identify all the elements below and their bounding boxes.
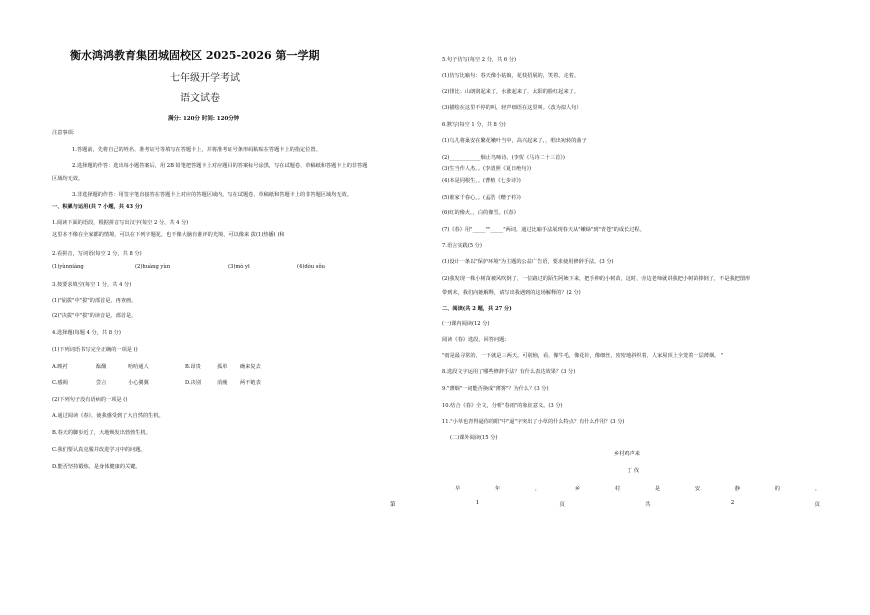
option: C.我们要认真克服并改进学习中的问题。 bbox=[52, 447, 146, 453]
question-4-2: (2)下列句子没有语病的一项是 () bbox=[52, 397, 128, 403]
notice-item: 1.答题前，先将自己的姓名、准考证号等填写在答题卡上，并将准考证号条形码粘贴在答题卡上的指定位置。 bbox=[72, 147, 321, 153]
option: 哈哈通人 bbox=[128, 364, 149, 370]
question-6: 6.默写(每空 1 分，共 8 分) bbox=[442, 122, 506, 128]
option: A.通过阅读《春》，使我感受到了大自然的生机。 bbox=[52, 413, 164, 419]
question-1-text: 这里本不像在全家都的情境，可以在下列字题花，也不像大脑有谁评的光境，可以像来 拔(1)热播( )和 bbox=[52, 232, 285, 238]
question-5-item: (3)描绘在这里不停的叫，轻声细语在这里叫。（改为拟人句） bbox=[442, 105, 582, 111]
section-2b-heading: (二)课外阅读(15 分) bbox=[450, 435, 498, 441]
footer-total-pages: 2 bbox=[730, 500, 735, 506]
essay-char: 早 bbox=[455, 486, 461, 492]
question-7-1: (1)设计一条以"保护环境"为主题的公益广告语，要求使用修辞手法。(3 分) bbox=[442, 259, 614, 265]
option: 两不链表 bbox=[240, 380, 261, 386]
option: B.春天的脚步近了，大地焕发出勃勃生机。 bbox=[52, 430, 151, 436]
essay-author: 丁 伐 bbox=[627, 468, 640, 474]
notice-item: 2.选择题的作答：选出每小题答案后，用 2B 铅笔把答题卡上对应题目的答案标号涂黑，写在试题卷、草稿纸和答题卡上的非答题 bbox=[72, 163, 368, 169]
question-6-item: (5)谁家千春心，。(孟浩《赠子衿》) bbox=[442, 195, 521, 201]
exam-title: 七年级开学考试 bbox=[170, 73, 240, 84]
footer-page-number: 1 bbox=[475, 500, 480, 506]
option: 尝言 bbox=[96, 380, 107, 386]
question-6-item: (6)红的像火，，白的像雪。(《春》 bbox=[442, 210, 519, 216]
question-8: 8.选段文字运用了哪些修辞手法？有什么表达效果？(3 分) bbox=[442, 369, 576, 375]
question-4-1: (1)下列词语书写完全正确的一项是 () bbox=[52, 347, 138, 353]
option: B.昂贵 bbox=[185, 364, 201, 370]
essay-char: 安 bbox=[694, 486, 701, 492]
footer-text: 页 bbox=[814, 502, 820, 508]
option: D.决别 bbox=[185, 380, 201, 386]
exam-meta: 满分: 120分 时间: 120分钟 bbox=[168, 116, 240, 122]
option: D.能否坚持锻炼，是身体健康的关键。 bbox=[52, 464, 141, 470]
option: (4)dòu sǒu bbox=[297, 264, 325, 270]
essay-char: ， bbox=[534, 486, 541, 492]
essay-title: 乡村鸡声来 bbox=[614, 451, 640, 457]
question-7-2b: 带到末，我们向她解释，请写出我遇到的这场解释的？(2 分) bbox=[442, 290, 581, 296]
footer-text: 页 bbox=[559, 502, 565, 508]
question-7: 7.语言实践(5 分) bbox=[442, 243, 482, 249]
section-2a-heading: (一)课内阅读(12 分) bbox=[442, 321, 490, 327]
school-title: 衡水鸿鸿教育集团城固校区 2025-2026 第一学期 bbox=[70, 49, 320, 62]
question-5: 5.句子仿写(每空 2 分，共 6 分) bbox=[442, 57, 517, 63]
option: A.映衬 bbox=[52, 364, 68, 370]
question-9: 9."薄烟"一词能否换成"薄雾"？为什么？(3 分) bbox=[442, 386, 549, 392]
subject-title: 语文试卷 bbox=[180, 93, 220, 104]
option: (2)huàng yùn bbox=[135, 264, 171, 270]
question-6-item: (3)生当作人杰，。(李清照《夏日绝句》) bbox=[442, 166, 532, 172]
option: (1)yùnniàng bbox=[52, 264, 84, 270]
option: 酝酿 bbox=[96, 364, 107, 370]
page-footer bbox=[390, 500, 820, 508]
question-6-7: (7)《春》用"_____""_____"两词，通过比喻手法展现春天从"嫩绿"到"青苍"的成长过程。 bbox=[442, 227, 645, 233]
option: C.感阁 bbox=[52, 380, 68, 386]
essay-char: 的 bbox=[774, 486, 780, 492]
question-4: 4.选择题(每题 4 分，共 8 分) bbox=[52, 330, 121, 336]
essay-char: 是 bbox=[654, 486, 661, 492]
question-3-b: (2)"决拔"中"拔"的读音是，部首是。 bbox=[52, 313, 137, 319]
option: 孤单 bbox=[217, 364, 228, 370]
option: 小心翼翼 bbox=[128, 380, 149, 386]
question-6-item: (2)____________烟止鸟啼诗。(李贺《马诗二十三首》) bbox=[442, 155, 565, 161]
question-6-item: (4)本是同根生，。(曹植《七步诗》) bbox=[442, 178, 521, 184]
footer-text: 第 bbox=[390, 502, 396, 508]
question-3: 3.按要求填空(每空 1 分，共 4 分) bbox=[52, 282, 132, 288]
question-5-item: (2)排比：山朗润起来了，水涨起来了，太阳的脸红起来了。 bbox=[442, 89, 580, 95]
reading-text: "雨是最寻常的，一下就是三两天。可别恼，看，像牛毛，像花针，像细丝，密密地斜织着，人家屋顶上全笼着一层薄烟。 " bbox=[442, 353, 724, 359]
question-3-a: (1)"崩拔"中"拔"的部首是，再查画。 bbox=[52, 298, 137, 304]
question-1: 1.阅读下面的语段，根据拼音写出汉字(每空 2 分，共 4 分) bbox=[52, 220, 189, 226]
option: (3)mò yī bbox=[228, 264, 250, 270]
essay-char: 。 bbox=[814, 486, 820, 492]
question-5-item: (1)仿写比喻句：春天像小姑娘，花枝招展的，笑着，走着。 bbox=[442, 73, 580, 79]
essay-char: 乡 bbox=[574, 486, 581, 492]
notice-item: 3.非选择题的作答：用签字笔直接答在答题卡上对应的答题区域内。写在试题卷、草稿纸和答题卡上的非答题区域均无效。 bbox=[72, 192, 352, 198]
section-2-heading: 二、阅读(共 2 题，共 27 分) bbox=[442, 306, 512, 312]
section-1-heading: 一、积累与运用(共 7 小题，共 43 分) bbox=[52, 204, 143, 210]
question-6-item: (1)乌儿将巢安在繁花嫩叶当中，高兴起来了，，唱出宛转的曲子 bbox=[442, 138, 587, 144]
notice-heading: 注意事项: bbox=[52, 130, 75, 136]
question-2: 2.看拼音，写词语(每空 2 分，共 8 分) bbox=[52, 251, 142, 257]
question-11: 11."小草也青得逼你的眼"中"逼"字突出了小草的什么特点？有什么作用？(3 分) bbox=[442, 419, 625, 425]
question-7-2: (2)我发现一株小树苗被风吹倒了，一位路过的陌生阿姨下来，把手伸的小树苗，这时，旁边老师就讲我把小树苗捧倒了，不是我把图形 bbox=[442, 276, 751, 282]
essay-first-line bbox=[455, 486, 820, 493]
essay-char: 村 bbox=[614, 486, 621, 492]
question-10: 10.结合《春》全文，分析"春雨"的象征意义。(3 分) bbox=[442, 403, 563, 409]
reading-title: 阅读《春》选段，回答问题: bbox=[442, 337, 506, 343]
option: 确来复去 bbox=[240, 364, 261, 370]
essay-char: 静 bbox=[734, 486, 740, 492]
option: 消瘦 bbox=[217, 380, 228, 386]
essay-char: 年 bbox=[494, 486, 501, 492]
footer-text: 共 bbox=[645, 502, 651, 508]
notice-item: 区域均无效。 bbox=[52, 176, 84, 182]
